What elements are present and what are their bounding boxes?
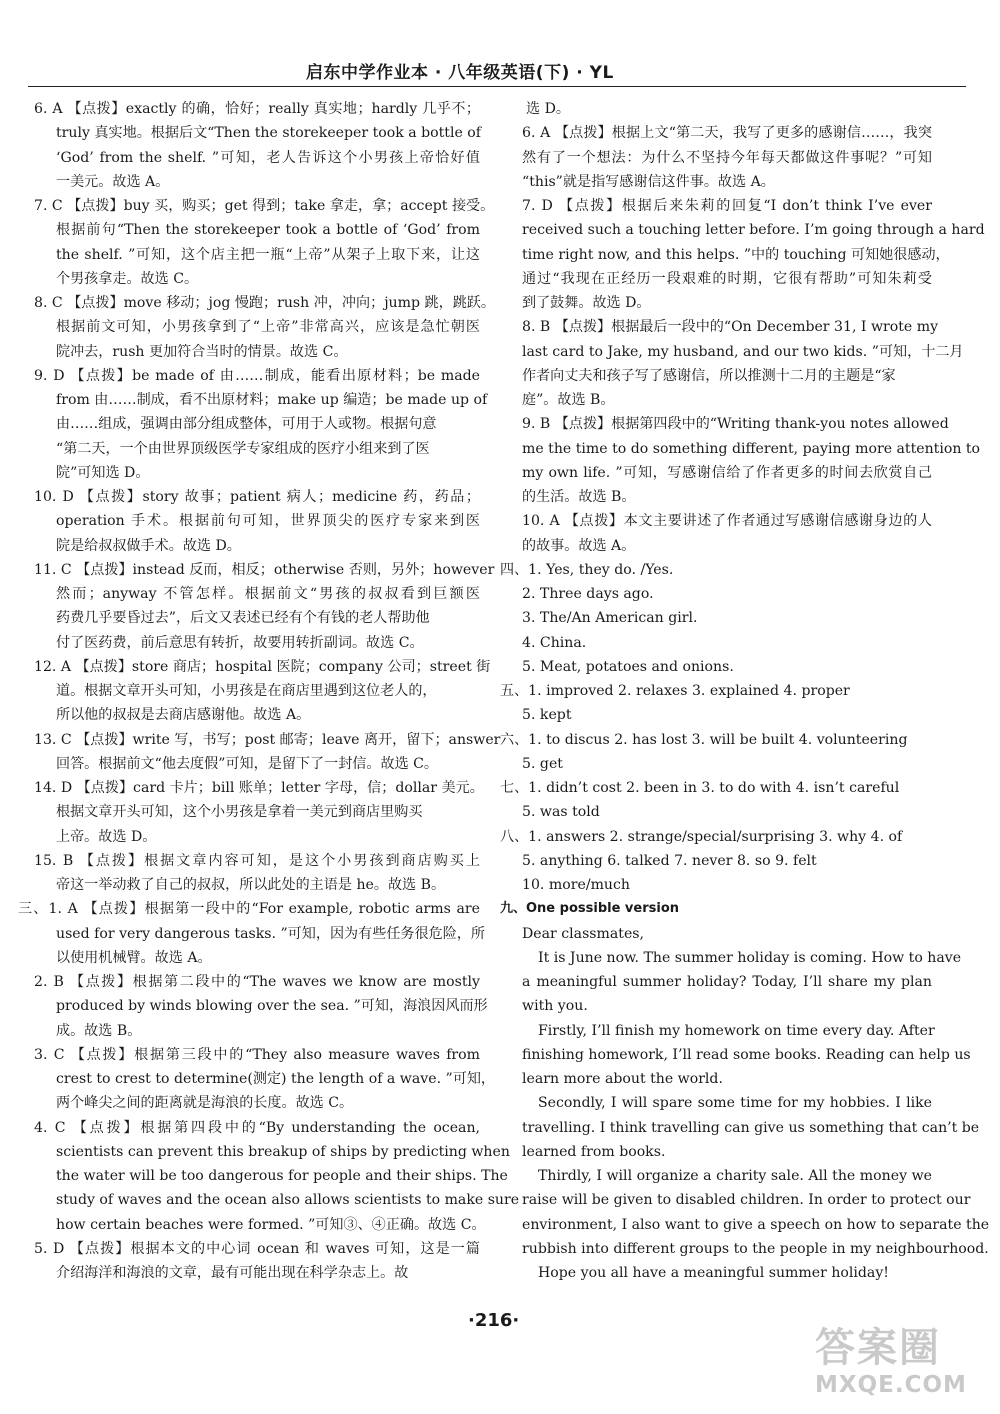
text-line: 11. C 【点拨】instead 反而，相反；otherwise 否则，另外；however bbox=[34, 561, 495, 578]
text-line: 4. China. bbox=[522, 634, 587, 651]
text-line: the water will be too dangerous for people and their ships. The bbox=[56, 1168, 508, 1184]
text-line: 3. The/An American girl. bbox=[522, 610, 698, 627]
text-line: 根据前句“Then the storekeeper took a bottle of ‘God’ from bbox=[56, 222, 480, 239]
text-line: 8. B 【点拨】根据最后一段中的“On December 31, I wrote my bbox=[522, 319, 939, 336]
text-line: 6. A 【点拨】根据上文“第二天，我写了更多的感谢信……，我突 bbox=[522, 125, 932, 142]
text-line: 然有了一个想法：为什么不坚持今年每天都做这件事呢？”可知 bbox=[522, 149, 932, 166]
page-header: 启东中学作业本 · 八年级英语(下) · YL bbox=[306, 63, 614, 83]
text-line: 15. B 【点拨】根据文章内容可知，是这个小男孩到商店购买上 bbox=[34, 852, 480, 869]
text-line: with you. bbox=[522, 998, 588, 1015]
text-line: 根据前文可知，小男孩拿到了“上帝”非常高兴，应该是急忙朝医 bbox=[56, 319, 480, 336]
text-line: ‘God’ from the shelf. ”可知，老人告诉这个小男孩上帝恰好值 bbox=[56, 149, 480, 166]
text-line: 九、One possible version bbox=[500, 901, 680, 917]
text-line: 5. anything 6. talked 7. never 8. so 9. felt bbox=[522, 852, 817, 869]
text-line: learned from books. bbox=[522, 1143, 666, 1160]
text-line: received such a touching letter before. I’m going through a hard bbox=[522, 222, 985, 239]
text-line: 的生活。故选 B。 bbox=[522, 489, 636, 505]
text-line: how certain beaches were formed. ”可知③、④正确。故选 C。 bbox=[56, 1216, 486, 1233]
text-line: Firstly, I’ll finish my homework on time every day. After bbox=[538, 1022, 935, 1039]
text-line: 10. D 【点拨】story 故事；patient 病人；medicine 药，药品； bbox=[34, 489, 480, 505]
text-line: 介绍海洋和海浪的文章，最有可能出现在科学杂志上。故 bbox=[56, 1265, 409, 1281]
text-line: my own life. ”可知，写感谢信给了作者更多的时间去欣赏自己 bbox=[522, 464, 932, 481]
text-line: 院”可知选 D。 bbox=[56, 464, 150, 481]
text-line: “this”就是指写感谢信这件事。故选 A。 bbox=[522, 173, 775, 190]
text-line: 5. was told bbox=[522, 804, 600, 821]
text-line: rubbish into different groups to the people in my neighbourhood. bbox=[522, 1240, 989, 1257]
text-line: 帝这一举动救了自己的叔叔，所以此处的主语是 he。故选 B。 bbox=[56, 877, 446, 893]
right-column bbox=[500, 97, 990, 1285]
text-line: 成。故选 B。 bbox=[56, 1022, 142, 1039]
text-line: It is June now. The summer holiday is coming. How to have bbox=[538, 949, 962, 966]
text-line: Dear classmates, bbox=[522, 925, 645, 942]
text-line: 根据文章开头可知，这个小男孩是拿着一美元到商店里购买 bbox=[56, 804, 423, 821]
text-line: 2. Three days ago. bbox=[522, 586, 654, 602]
text-line: environment, I also want to give a speech on how to separate the bbox=[522, 1216, 990, 1233]
text-line: me the time to do something different, paying more attention to bbox=[522, 440, 981, 457]
text-line: 四、1. Yes, they do. /Yes. bbox=[500, 561, 674, 578]
text-line: 三、1. A 【点拨】根据第一段中的“For example, robotic arms are bbox=[18, 901, 480, 918]
header-rule bbox=[28, 86, 966, 87]
text-line: 以使用机械臂。故选 A。 bbox=[56, 949, 212, 966]
text-line: crest to crest to determine(测定) the length of a wave. ”可知， bbox=[56, 1071, 496, 1087]
text-line: 12. A 【点拨】store 商店；hospital 医院；company 公司；street 街 bbox=[34, 658, 491, 675]
text-line: 八、1. answers 2. strange/special/surprising 3. why 4. of bbox=[500, 828, 903, 845]
text-line: 5. kept bbox=[522, 707, 572, 724]
text-line: 个男孩拿走。故选 C。 bbox=[56, 270, 199, 287]
text-line: 付了医药费，前后意思有转折，故要用转折副词。故选 C。 bbox=[56, 634, 424, 651]
watermark-logo-text: 答案圈 bbox=[815, 1325, 941, 1371]
text-line: learn more about the world. bbox=[522, 1071, 723, 1087]
text-line: 4. C 【点拨】根据第四段中的“By understanding the ocean, bbox=[34, 1119, 480, 1136]
text-line: 的故事。故选 A。 bbox=[522, 537, 636, 554]
text-line: 10. A 【点拨】本文主要讲述了作者通过写感谢信感谢身边的人 bbox=[522, 513, 932, 530]
watermark-url: MXQE.COM bbox=[815, 1372, 967, 1398]
text-line: time right now, and this helps. ”中的 touching 可知她很感动， bbox=[522, 246, 950, 263]
text-line: 9. D 【点拨】be made of 由……制成，能看出原材料；be made bbox=[34, 367, 480, 384]
text-line: 由……组成，强调由部分组成整体，可用于人或物。根据句意 bbox=[56, 416, 437, 433]
text-line: 7. D 【点拨】根据后来朱莉的回复“I don’t think I’ve ever bbox=[522, 198, 932, 214]
text-line: 5. Meat, potatoes and onions. bbox=[522, 658, 734, 675]
text-line: raise will be given to disabled children. In order to protect our bbox=[522, 1192, 971, 1209]
text-line: 到了鼓舞。故选 D。 bbox=[522, 295, 651, 311]
text-line: 7. C 【点拨】buy 买，购买；get 得到；take 拿走，拿；accept 接受。 bbox=[34, 198, 495, 214]
text-line: 然而；anyway 不管怎样。根据前文“男孩的叔叔看到巨额医 bbox=[56, 586, 480, 602]
text-line: 上帝。故选 D。 bbox=[56, 828, 157, 845]
text-line: Secondly, I will spare some time for my hobbies. I like bbox=[538, 1095, 932, 1112]
text-line: truly 真实地。根据后文“Then the storekeeper took a bottle of bbox=[56, 125, 481, 142]
text-line: study of waves and the ocean also allows scientists to make sure bbox=[56, 1192, 520, 1209]
text-line: 院是给叔叔做手术。故选 D。 bbox=[56, 537, 241, 554]
text-line: 六、1. to discus 2. has lost 3. will be built 4. volunteering bbox=[500, 731, 908, 748]
text-line: 5. get bbox=[522, 755, 563, 772]
text-line: 6. A 【点拨】exactly 的确，恰好；really 真实地；hardly 几乎不； bbox=[34, 101, 480, 117]
text-line: 10. more/much bbox=[522, 877, 630, 893]
text-line: 回答。根据前文“他去度假”可知，是留下了一封信。故选 C。 bbox=[56, 755, 439, 772]
text-line: 庭”。故选 B。 bbox=[522, 392, 615, 408]
left-column bbox=[18, 97, 520, 1285]
text-line: used for very dangerous tasks. ”可知，因为有些任务很危险，所 bbox=[56, 925, 485, 942]
text-line: 3. C 【点拨】根据第三段中的“They also measure waves from bbox=[34, 1046, 480, 1063]
text-line: “第二天，一个由世界顶级医学专家组成的医疗小组来到了医 bbox=[56, 440, 430, 457]
text-line: operation 手术。根据前句可知，世界顶尖的医疗专家来到医 bbox=[56, 513, 480, 530]
text-line: Hope you all have a meaningful summer holiday! bbox=[538, 1265, 889, 1281]
text-line: 五、1. improved 2. relaxes 3. explained 4. proper bbox=[500, 683, 850, 699]
text-line: finishing homework, I’ll read some books. Reading can help us bbox=[522, 1046, 971, 1063]
text-line: 5. D 【点拨】根据本文的中心词 ocean 和 waves 可知，这是一篇 bbox=[34, 1240, 480, 1257]
text-line: 道。根据文章开头可知，小男孩是在商店里遇到这位老人的， bbox=[56, 683, 437, 699]
text-line: 七、1. didn’t cost 2. been in 3. to do with 4. isn’t careful bbox=[500, 780, 900, 796]
text-line: produced by winds blowing over the sea. ”可知，海浪因风而形 bbox=[56, 998, 488, 1015]
text-line: 所以他的叔叔是去商店感谢他。故选 A。 bbox=[56, 707, 311, 724]
text-line: 9. B 【点拨】根据第四段中的“Writing thank-you notes allowed bbox=[522, 416, 949, 433]
text-line: 一美元。故选 A。 bbox=[56, 173, 170, 190]
text-line: 药费几乎要昏过去”，后文又表述已经有个有钱的老人帮助他 bbox=[56, 610, 430, 627]
text-line: 2. B 【点拨】根据第二段中的“The waves we know are mostly bbox=[34, 974, 480, 990]
text-line: from 由……制成，看不出原材料；make up 编造；be made up of bbox=[56, 392, 488, 408]
text-line: 院冲去，rush 更加符合当时的情景。故选 C。 bbox=[56, 343, 348, 360]
text-line: 8. C 【点拨】move 移动；jog 慢跑；rush 冲，冲向；jump 跳，跳跃。 bbox=[34, 295, 495, 311]
watermark-logo bbox=[815, 1325, 990, 1407]
text-line: 作者向丈夫和孩子写了感谢信，所以推测十二月的主题是“家 bbox=[522, 367, 896, 384]
page-number: ·216· bbox=[468, 1310, 520, 1331]
text-line: a meaningful summer holiday? Today, I’ll share my plan bbox=[522, 974, 932, 990]
text-line: the shelf. ”可知，这个店主把一瓶“上帝”从架子上取下来，让这 bbox=[56, 246, 480, 263]
text-line: 选 D。 bbox=[526, 101, 570, 117]
text-line: 通过“我现在正经历一段艰难的时期，它很有帮助”可知朱莉受 bbox=[522, 270, 932, 287]
text-line: 13. C 【点拨】write 写，书写；post 邮寄；leave 离开，留下；answer bbox=[34, 731, 501, 748]
text-line: 两个峰尖之间的距离就是海浪的长度。故选 C。 bbox=[56, 1095, 354, 1112]
text-line: travelling. I think travelling can give us something that can’t be bbox=[522, 1119, 980, 1136]
text-line: last card to Jake, my husband, and our two kids. ”可知，十二月 bbox=[522, 343, 964, 360]
text-line: scientists can prevent this breakup of ships by predicting when bbox=[56, 1143, 510, 1160]
text-line: Thirdly, I will organize a charity sale. All the money we bbox=[538, 1168, 932, 1184]
text-line: 14. D 【点拨】card 卡片；bill 账单；letter 字母，信；dollar 美元。 bbox=[34, 780, 484, 796]
